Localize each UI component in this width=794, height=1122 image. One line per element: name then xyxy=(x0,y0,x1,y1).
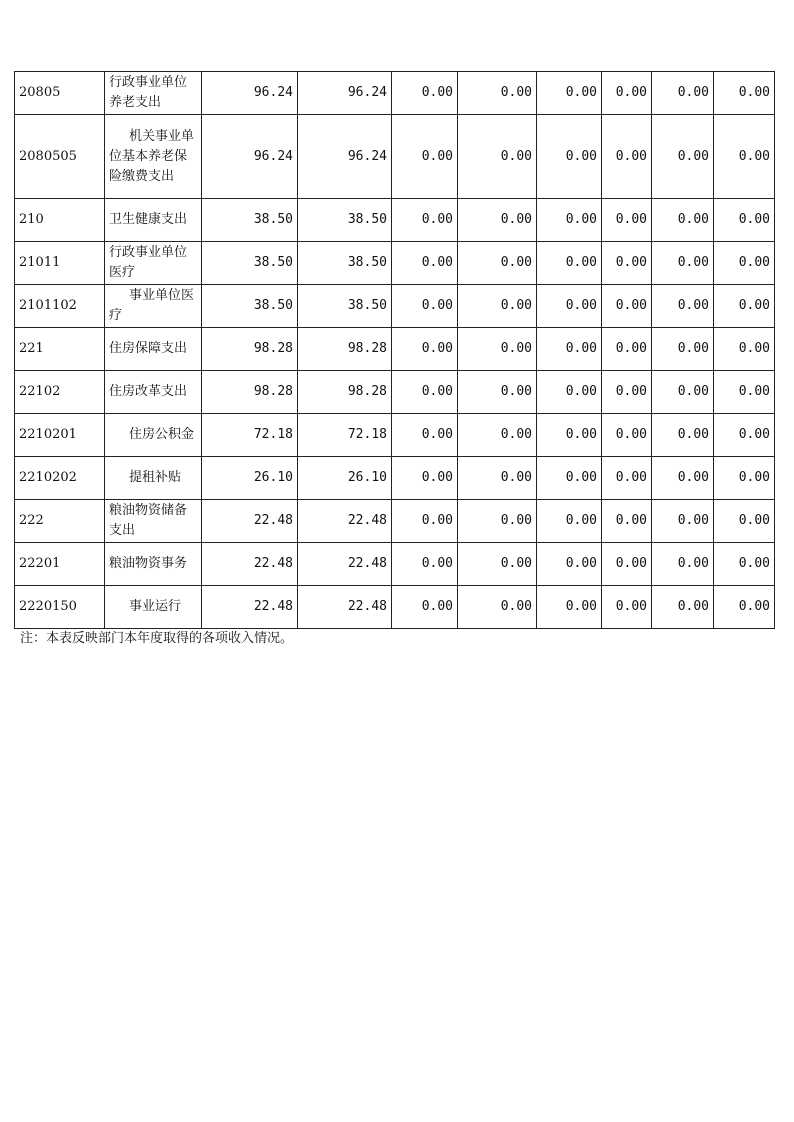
amount-cell: 0.00 xyxy=(714,115,775,199)
subject-code-cell: 210 xyxy=(15,199,105,242)
amount-cell: 0.00 xyxy=(392,500,458,543)
amount-cell: 0.00 xyxy=(537,414,602,457)
amount-cell: 0.00 xyxy=(458,328,537,371)
amount-cell: 0.00 xyxy=(652,500,714,543)
amount-cell: 0.00 xyxy=(537,586,602,629)
amount-cell: 0.00 xyxy=(714,72,775,115)
amount-cell: 0.00 xyxy=(652,371,714,414)
amount-cell: 0.00 xyxy=(714,543,775,586)
amount-cell: 0.00 xyxy=(458,72,537,115)
subject-code-cell: 22201 xyxy=(15,543,105,586)
amount-cell: 0.00 xyxy=(537,543,602,586)
subject-code-cell: 2101102 xyxy=(15,285,105,328)
amount-cell: 26.10 xyxy=(298,457,392,500)
amount-cell: 0.00 xyxy=(537,285,602,328)
amount-cell: 0.00 xyxy=(458,199,537,242)
amount-cell: 0.00 xyxy=(652,72,714,115)
amount-cell: 0.00 xyxy=(458,242,537,285)
amount-cell: 0.00 xyxy=(714,242,775,285)
amount-cell: 0.00 xyxy=(537,115,602,199)
table-row xyxy=(15,543,775,586)
subject-name-cell: 住房公积金 xyxy=(105,414,202,457)
table-row xyxy=(15,72,775,115)
amount-cell: 0.00 xyxy=(714,199,775,242)
amount-cell: 96.24 xyxy=(298,72,392,115)
amount-cell: 0.00 xyxy=(602,371,652,414)
amount-cell: 98.28 xyxy=(298,328,392,371)
amount-cell: 0.00 xyxy=(652,242,714,285)
amount-cell: 0.00 xyxy=(392,115,458,199)
table-row xyxy=(15,285,775,328)
amount-cell: 72.18 xyxy=(202,414,298,457)
amount-cell: 0.00 xyxy=(392,457,458,500)
amount-cell: 0.00 xyxy=(652,285,714,328)
subject-name-cell: 行政事业单位医疗 xyxy=(105,242,202,285)
amount-cell: 22.48 xyxy=(298,500,392,543)
amount-cell: 96.24 xyxy=(202,72,298,115)
amount-cell: 96.24 xyxy=(202,115,298,199)
amount-cell: 0.00 xyxy=(714,285,775,328)
amount-cell: 0.00 xyxy=(458,543,537,586)
amount-cell: 0.00 xyxy=(537,371,602,414)
amount-cell: 0.00 xyxy=(537,72,602,115)
table-row xyxy=(15,457,775,500)
amount-cell: 0.00 xyxy=(392,414,458,457)
amount-cell: 38.50 xyxy=(298,242,392,285)
amount-cell: 0.00 xyxy=(602,328,652,371)
subject-code-cell: 2220150 xyxy=(15,586,105,629)
amount-cell: 0.00 xyxy=(602,115,652,199)
amount-cell: 0.00 xyxy=(652,199,714,242)
amount-cell: 0.00 xyxy=(458,115,537,199)
amount-cell: 0.00 xyxy=(652,115,714,199)
amount-cell: 0.00 xyxy=(714,414,775,457)
amount-cell: 38.50 xyxy=(202,242,298,285)
amount-cell: 0.00 xyxy=(602,242,652,285)
amount-cell: 0.00 xyxy=(652,586,714,629)
amount-cell: 0.00 xyxy=(392,242,458,285)
table-row xyxy=(15,500,775,543)
subject-code-cell: 2080505 xyxy=(15,115,105,199)
subject-name-cell: 粮油物资事务 xyxy=(105,543,202,586)
table-row xyxy=(15,199,775,242)
amount-cell: 0.00 xyxy=(458,285,537,328)
amount-cell: 0.00 xyxy=(392,586,458,629)
amount-cell: 0.00 xyxy=(602,500,652,543)
amount-cell: 0.00 xyxy=(602,285,652,328)
amount-cell: 0.00 xyxy=(458,586,537,629)
amount-cell: 0.00 xyxy=(458,414,537,457)
subject-name-cell: 机关事业单位基本养老保险缴费支出 xyxy=(105,115,202,199)
table-row xyxy=(15,414,775,457)
amount-cell: 0.00 xyxy=(714,328,775,371)
subject-code-cell: 221 xyxy=(15,328,105,371)
amount-cell: 0.00 xyxy=(537,328,602,371)
amount-cell: 0.00 xyxy=(458,371,537,414)
income-table xyxy=(14,71,775,629)
amount-cell: 0.00 xyxy=(714,500,775,543)
amount-cell: 98.28 xyxy=(298,371,392,414)
amount-cell: 0.00 xyxy=(537,500,602,543)
table-row xyxy=(15,328,775,371)
amount-cell: 0.00 xyxy=(602,72,652,115)
amount-cell: 22.48 xyxy=(298,586,392,629)
amount-cell: 0.00 xyxy=(602,199,652,242)
amount-cell: 0.00 xyxy=(392,72,458,115)
amount-cell: 0.00 xyxy=(652,457,714,500)
amount-cell: 22.48 xyxy=(298,543,392,586)
amount-cell: 0.00 xyxy=(392,199,458,242)
table-note: 注：本表反映部门本年度取得的各项收入情况。 xyxy=(20,631,294,646)
amount-cell: 22.48 xyxy=(202,543,298,586)
amount-cell: 0.00 xyxy=(392,371,458,414)
amount-cell: 0.00 xyxy=(537,199,602,242)
amount-cell: 38.50 xyxy=(202,285,298,328)
amount-cell: 0.00 xyxy=(602,586,652,629)
amount-cell: 0.00 xyxy=(392,543,458,586)
amount-cell: 0.00 xyxy=(714,371,775,414)
amount-cell: 38.50 xyxy=(298,285,392,328)
subject-name-cell: 住房改革支出 xyxy=(105,371,202,414)
amount-cell: 0.00 xyxy=(602,457,652,500)
amount-cell: 38.50 xyxy=(298,199,392,242)
amount-cell: 98.28 xyxy=(202,371,298,414)
amount-cell: 0.00 xyxy=(602,543,652,586)
subject-code-cell: 22102 xyxy=(15,371,105,414)
amount-cell: 0.00 xyxy=(537,457,602,500)
subject-code-cell: 2210201 xyxy=(15,414,105,457)
subject-name-cell: 卫生健康支出 xyxy=(105,199,202,242)
amount-cell: 38.50 xyxy=(202,199,298,242)
subject-code-cell: 21011 xyxy=(15,242,105,285)
amount-cell: 98.28 xyxy=(202,328,298,371)
amount-cell: 0.00 xyxy=(537,242,602,285)
subject-code-cell: 2210202 xyxy=(15,457,105,500)
subject-code-cell: 222 xyxy=(15,500,105,543)
amount-cell: 0.00 xyxy=(458,457,537,500)
subject-name-cell: 行政事业单位养老支出 xyxy=(105,72,202,115)
amount-cell: 26.10 xyxy=(202,457,298,500)
amount-cell: 96.24 xyxy=(298,115,392,199)
amount-cell: 0.00 xyxy=(392,285,458,328)
subject-name-cell: 事业运行 xyxy=(105,586,202,629)
table-row xyxy=(15,371,775,414)
amount-cell: 0.00 xyxy=(652,543,714,586)
table-body xyxy=(15,72,775,629)
amount-cell: 0.00 xyxy=(714,457,775,500)
subject-code-cell: 20805 xyxy=(15,72,105,115)
amount-cell: 0.00 xyxy=(602,414,652,457)
table-row xyxy=(15,586,775,629)
amount-cell: 0.00 xyxy=(714,586,775,629)
amount-cell: 0.00 xyxy=(392,328,458,371)
subject-name-cell: 粮油物资储备支出 xyxy=(105,500,202,543)
amount-cell: 72.18 xyxy=(298,414,392,457)
amount-cell: 0.00 xyxy=(652,328,714,371)
subject-name-cell: 提租补贴 xyxy=(105,457,202,500)
amount-cell: 0.00 xyxy=(652,414,714,457)
amount-cell: 22.48 xyxy=(202,500,298,543)
subject-name-cell: 事业单位医疗 xyxy=(105,285,202,328)
table-row xyxy=(15,115,775,199)
amount-cell: 0.00 xyxy=(458,500,537,543)
amount-cell: 22.48 xyxy=(202,586,298,629)
table-row xyxy=(15,242,775,285)
subject-name-cell: 住房保障支出 xyxy=(105,328,202,371)
